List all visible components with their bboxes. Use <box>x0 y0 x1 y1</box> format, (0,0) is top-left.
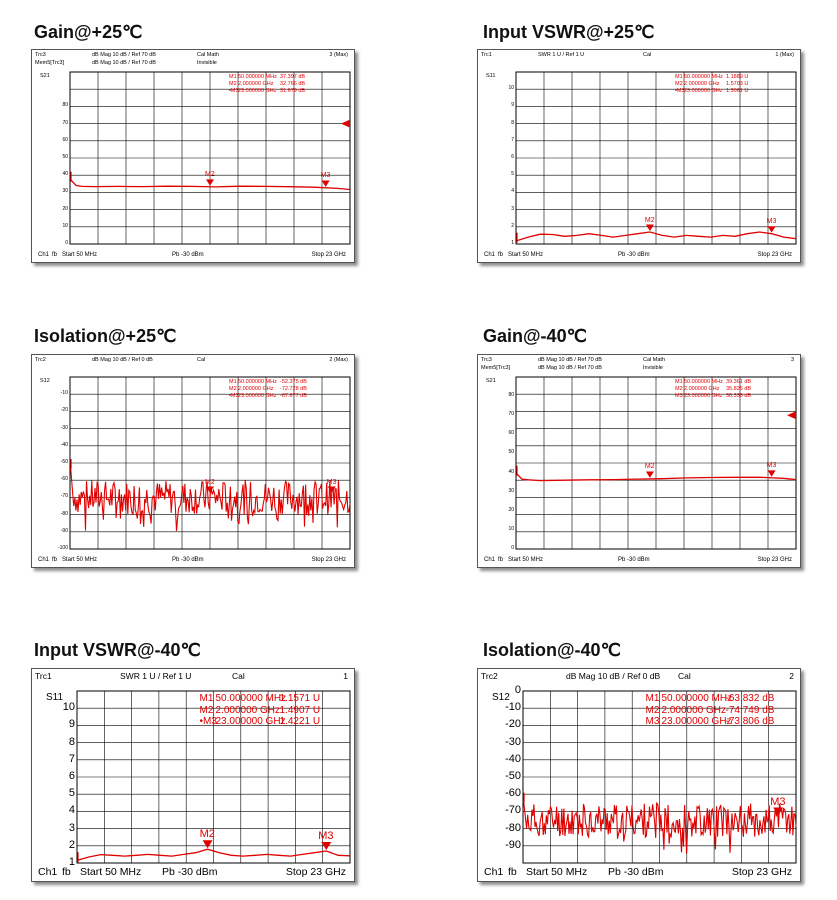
footer-power: Pb -30 dBm <box>618 252 650 258</box>
marker-triangle <box>203 840 213 848</box>
chart-title: Input VSWR@+25℃ <box>483 22 655 42</box>
y-tick-label: 70 <box>62 119 68 126</box>
y-tick-label: 0 <box>511 545 514 551</box>
y-tick-label: 4 <box>68 804 75 817</box>
y-tick-label: -90 <box>60 527 68 534</box>
reference-level-arrow <box>341 120 350 128</box>
y-tick-label: -60 <box>505 787 521 800</box>
footer-channel: Ch1 <box>484 866 504 878</box>
footer-fb: fb <box>498 252 504 258</box>
marker-label: M2 <box>205 171 215 179</box>
marker-readout-name: M1 <box>675 74 683 80</box>
y-tick-label: 10 <box>62 222 68 229</box>
plot-svg <box>478 50 800 262</box>
footer-stop: Stop 23 GHz <box>731 866 792 878</box>
marker-readout-value: 32.766 dB <box>280 81 306 88</box>
footer-channel: Ch1 <box>484 252 496 258</box>
marker-label: M3 <box>766 462 777 470</box>
footer-power: Pb -30 dBm <box>608 866 664 878</box>
header-trace: Trc1 <box>35 671 52 681</box>
header-format-2: dB Mag 10 dB / Ref 70 dB <box>92 59 156 66</box>
y-tick-label: 20 <box>508 506 514 513</box>
marker-readout-name: M2 <box>645 704 660 716</box>
y-tick-label: 10 <box>62 701 75 714</box>
footer-fb: fb <box>508 866 517 878</box>
marker-readout-value: 1.4221 U <box>279 716 321 728</box>
parameter-label: S11 <box>46 692 64 703</box>
y-tick-label: -40 <box>60 441 68 448</box>
header-state-1: Cal Math <box>643 357 666 363</box>
y-tick-label: -60 <box>60 476 68 483</box>
marker-readout-name: M3 <box>645 716 660 728</box>
chart-title: Input VSWR@-40℃ <box>34 640 201 660</box>
y-tick-label: 40 <box>508 468 514 475</box>
y-tick-label: 6 <box>68 770 75 782</box>
y-tick-label: 6 <box>511 154 514 160</box>
footer-start: Start 50 MHz <box>526 866 588 878</box>
marker-triangle <box>646 471 654 477</box>
marker-readout-frequency: 50.000000 MHz <box>684 74 723 80</box>
marker-readout-value: -52.375 dB <box>280 379 307 385</box>
y-tick-label: 4 <box>511 188 514 195</box>
marker-label: M3 <box>320 172 331 180</box>
y-tick-label: 8 <box>511 119 514 126</box>
y-tick-label: -30 <box>505 735 521 748</box>
analyzer-panel <box>31 354 355 568</box>
marker-readout-name: M1 <box>229 74 237 80</box>
chart-title: Isolation@-40℃ <box>483 640 621 660</box>
header-format-1: SWR 1 U / Ref 1 U <box>120 671 192 681</box>
footer-channel: Ch1 <box>38 557 50 563</box>
marker-readout-frequency: 2.000000 GHz <box>238 386 274 393</box>
footer-stop: Stop 23 GHz <box>285 866 346 878</box>
marker-readout-name: M1 <box>675 379 683 385</box>
header-index: 2 (Max) <box>329 357 348 363</box>
y-tick-label: 50 <box>508 449 514 456</box>
header-trace: Trc3 <box>481 357 492 363</box>
y-tick-label: 80 <box>508 392 514 399</box>
analyzer-panel <box>477 668 801 882</box>
marker-readout-name: M2 <box>229 386 237 393</box>
footer-start: Start 50 MHz <box>62 557 98 563</box>
marker-readout-value: 1.3061 U <box>726 88 749 95</box>
marker-label: M2 <box>644 216 655 224</box>
marker-readout-name: M3 <box>675 393 683 400</box>
footer-stop: Stop 23 GHz <box>757 557 792 563</box>
marker-readout-value: 37.397 dB <box>280 74 306 80</box>
y-tick-label: 3 <box>68 821 75 834</box>
footer-channel: Ch1 <box>38 866 58 878</box>
marker-readout-value: -74.749 dB <box>725 704 775 716</box>
marker-triangle <box>646 225 654 231</box>
y-tick-label: -50 <box>505 770 521 782</box>
marker-label: M3 <box>318 829 334 842</box>
footer-stop: Stop 23 GHz <box>311 252 346 258</box>
marker-label: M3 <box>770 795 786 808</box>
marker-readout-frequency: 50.000000 MHz <box>215 693 287 704</box>
marker-readout-frequency: 2.000000 GHz <box>661 704 726 716</box>
footer-start: Start 50 MHz <box>62 252 98 258</box>
marker-label: M2 <box>199 828 215 841</box>
y-tick-label: -20 <box>505 718 521 731</box>
marker-readout-name: M1 <box>199 693 214 704</box>
header-trace: Trc2 <box>35 357 46 363</box>
analyzer-panel <box>31 668 355 882</box>
marker-readout-name: M2 <box>675 386 683 393</box>
header-index: 3 (Max) <box>329 52 348 58</box>
header-state-1: Cal <box>197 357 206 363</box>
marker-triangle <box>206 179 214 185</box>
parameter-label: S12 <box>492 692 510 703</box>
y-tick-label: 40 <box>62 171 68 178</box>
header-state-1: Cal <box>678 671 691 681</box>
marker-readout-name: M2 <box>199 704 214 716</box>
chart-title: Isolation@+25℃ <box>34 326 177 346</box>
header-trace: Trc1 <box>481 52 492 58</box>
y-tick-label: 80 <box>62 102 68 109</box>
chart-title: Gain@+25℃ <box>34 22 143 42</box>
header-trace: Trc3 <box>35 52 46 58</box>
footer-power: Pb -30 dBm <box>172 252 204 258</box>
marker-readout-value: -73.806 dB <box>725 716 775 728</box>
y-tick-label: 2 <box>511 222 514 229</box>
y-tick-label: 5 <box>68 787 75 800</box>
header-format-1: dB Mag 10 dB / Ref 0 dB <box>92 357 153 363</box>
marker-readout-value: -67.677 dB <box>280 393 307 400</box>
y-tick-label: 2 <box>68 838 75 851</box>
header-format-1: dB Mag 10 dB / Ref 70 dB <box>538 357 602 363</box>
analyzer-panel <box>477 354 801 568</box>
footer-start: Start 50 MHz <box>80 866 142 878</box>
header-state-2: Invisible <box>197 59 217 66</box>
y-tick-label: -80 <box>60 510 68 517</box>
header-memory: Mem5[Trc3] <box>35 59 65 66</box>
header-index: 2 <box>789 671 794 681</box>
y-tick-label: 0 <box>65 240 68 246</box>
marker-triangle <box>768 226 776 232</box>
header-memory: Mem5[Trc3] <box>481 364 511 371</box>
reference-level-arrow <box>787 411 796 419</box>
y-tick-label: 60 <box>508 430 514 437</box>
marker-triangle <box>768 470 776 476</box>
y-tick-label: 70 <box>508 411 514 418</box>
header-format-1: SWR 1 U / Ref 1 U <box>538 52 585 58</box>
y-tick-label: 1 <box>68 856 75 868</box>
marker-readout-frequency: 50.000000 MHz <box>661 693 733 704</box>
plot-svg <box>478 355 800 567</box>
marker-readout-frequency: 23.000000 GHz <box>238 393 277 400</box>
marker-readout-frequency: 2.000000 GHz <box>684 386 720 393</box>
marker-readout-frequency: 2.000000 GHz <box>238 81 274 88</box>
header-index: 1 <box>343 671 348 681</box>
footer-start: Start 50 MHz <box>508 252 544 258</box>
footer-power: Pb -30 dBm <box>172 557 204 563</box>
marker-readout-value: 36.336 dB <box>726 393 752 400</box>
parameter-label: S21 <box>486 378 496 384</box>
footer-stop: Stop 23 GHz <box>757 252 792 258</box>
header-index: 3 <box>790 357 794 363</box>
header-format-1: dB Mag 10 dB / Ref 0 dB <box>566 671 661 681</box>
y-tick-label: 30 <box>62 188 68 195</box>
y-tick-label: -30 <box>60 424 68 431</box>
analyzer-panel <box>31 49 355 263</box>
marker-readout-value: 31.679 dB <box>280 88 306 95</box>
parameter-label: S11 <box>486 73 496 79</box>
y-tick-label: 0 <box>514 684 521 696</box>
marker-triangle <box>322 180 330 186</box>
footer-fb: fb <box>62 866 71 878</box>
header-state-1: Cal Math <box>197 52 220 58</box>
y-tick-label: 5 <box>511 171 514 178</box>
marker-readout-name: M2 <box>675 81 683 88</box>
footer-fb: fb <box>52 252 58 258</box>
y-tick-label: 9 <box>511 102 514 109</box>
y-tick-label: 8 <box>68 735 75 748</box>
marker-readout-frequency: 50.000000 MHz <box>684 379 723 385</box>
header-state-1: Cal <box>232 671 245 681</box>
y-tick-label: -80 <box>505 821 521 834</box>
y-tick-label: 10 <box>508 85 514 92</box>
marker-readout-value: 1.1571 U <box>279 693 321 704</box>
marker-readout-value: 1.1889 U <box>726 74 749 80</box>
y-tick-label: -50 <box>60 459 68 465</box>
y-tick-label: -20 <box>60 407 68 414</box>
y-tick-label: 9 <box>68 718 75 731</box>
y-tick-label: 3 <box>511 205 514 212</box>
marker-label: M3 <box>766 218 777 226</box>
marker-readout-value: -63.832 dB <box>725 693 775 704</box>
marker-readout-frequency: 50.000000 MHz <box>238 379 277 385</box>
marker-label: M2 <box>205 478 215 486</box>
footer-power: Pb -30 dBm <box>162 866 218 878</box>
marker-readout-name: •M3 <box>229 88 239 95</box>
footer-start: Start 50 MHz <box>508 557 544 563</box>
header-state-2: Invisible <box>643 364 663 371</box>
y-tick-label: 7 <box>68 752 75 765</box>
marker-readout-name: •M3 <box>229 393 239 400</box>
footer-channel: Ch1 <box>484 557 496 563</box>
plot-svg <box>32 50 354 262</box>
marker-readout-frequency: 2.000000 GHz <box>684 81 720 88</box>
marker-readout-value: -72.728 dB <box>280 386 307 393</box>
marker-readout-frequency: 23.000000 GHz <box>238 88 277 95</box>
parameter-label: S12 <box>40 378 50 384</box>
footer-stop: Stop 23 GHz <box>311 557 346 563</box>
y-tick-label: -10 <box>505 701 521 714</box>
marker-readout-frequency: 23.000000 GHz <box>661 716 732 728</box>
footer-fb: fb <box>498 557 504 563</box>
y-tick-label: -70 <box>60 493 68 500</box>
marker-readout-value: 1.5703 U <box>726 81 749 88</box>
marker-label: M2 <box>644 463 655 471</box>
marker-readout-name: •M3 <box>675 88 685 95</box>
y-tick-label: -40 <box>505 752 521 765</box>
marker-readout-frequency: 23.000000 GHz <box>684 88 723 95</box>
y-tick-label: 30 <box>508 487 514 494</box>
parameter-label: S21 <box>40 73 50 79</box>
y-tick-label: 20 <box>62 205 68 212</box>
header-state-1: Cal <box>643 52 652 58</box>
y-tick-label: 7 <box>511 136 514 143</box>
marker-readout-name: M2 <box>229 81 237 88</box>
y-tick-label: -100 <box>57 545 68 551</box>
header-format-2: dB Mag 10 dB / Ref 70 dB <box>538 364 602 371</box>
y-tick-label: 60 <box>62 136 68 143</box>
y-tick-label: 10 <box>508 525 514 532</box>
y-tick-label: -10 <box>60 390 68 397</box>
marker-readout-frequency: 23.000000 GHz <box>684 393 723 400</box>
chart-title: Gain@-40℃ <box>483 326 587 346</box>
marker-readout-frequency: 23.000000 GHz <box>215 716 286 728</box>
header-index: 1 (Max) <box>775 52 794 58</box>
header-trace: Trc2 <box>481 671 498 681</box>
footer-channel: Ch1 <box>38 252 50 258</box>
marker-label: M3 <box>326 478 337 486</box>
marker-readout-frequency: 2.000000 GHz <box>215 704 280 716</box>
marker-readout-value: 1.4907 U <box>279 704 321 716</box>
marker-readout-frequency: 50.000000 MHz <box>238 74 277 80</box>
marker-readout-name: M1 <box>645 693 660 704</box>
header-format-1: dB Mag 10 dB / Ref 70 dB <box>92 52 156 58</box>
marker-readout-name: •M3 <box>199 716 217 728</box>
analyzer-panel <box>477 49 801 263</box>
footer-power: Pb -30 dBm <box>618 557 650 563</box>
y-tick-label: -90 <box>505 838 521 851</box>
y-tick-label: 50 <box>62 154 68 160</box>
marker-readout-value: 35.825 dB <box>726 386 752 393</box>
marker-readout-name: M1 <box>229 379 237 385</box>
marker-readout-value: 39.361 dB <box>726 379 752 385</box>
y-tick-label: -70 <box>505 804 521 817</box>
footer-fb: fb <box>52 557 58 563</box>
y-tick-label: 1 <box>511 240 514 246</box>
